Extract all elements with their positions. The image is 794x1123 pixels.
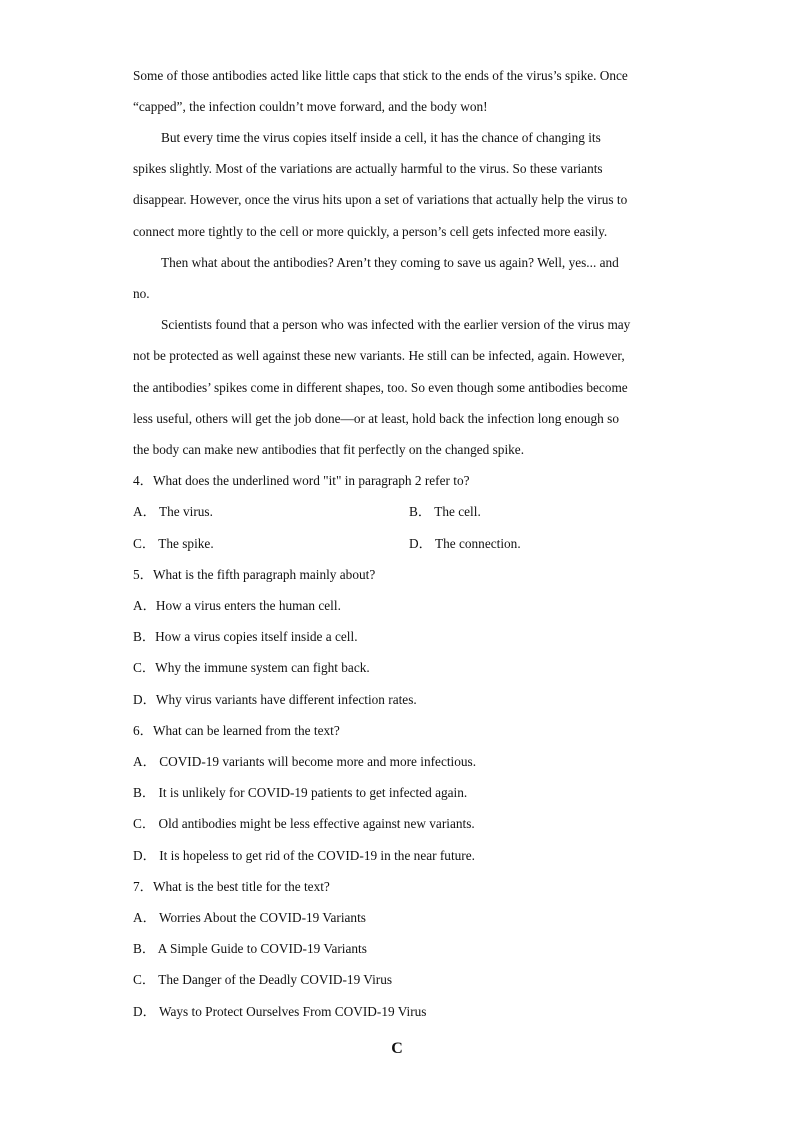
question-7-stem: 7．What is the best title for the text?: [133, 879, 330, 894]
passage-line: Scientists found that a person who was infected with the earlier version of the virus may: [161, 317, 631, 332]
passage-line: the antibodies’ spikes come in different shapes, too. So even though some antibodies become: [133, 380, 628, 395]
question-4-option-b: B． The cell.: [409, 504, 481, 519]
passage-line: the body can make new antibodies that fit perfectly on the changed spike.: [133, 442, 525, 457]
question-5-option-d: D．Why virus variants have different infection rates.: [133, 692, 417, 707]
question-4-option-a: A． The virus.: [133, 504, 213, 519]
question-4-option-c: C． The spike.: [133, 536, 214, 551]
question-6-stem: 6．What can be learned from the text?: [133, 723, 340, 738]
question-5-option-a: A．How a virus enters the human cell.: [133, 598, 341, 613]
passage-line: less useful, others will get the job done—or at least, hold back the infection long enough so: [133, 411, 619, 426]
passage-line: disappear. However, once the virus hits upon a set of variations that actually help the virus to: [133, 192, 628, 207]
question-6-option-a: A． COVID-19 variants will become more and more infectious.: [133, 754, 477, 769]
passage-line: Some of those antibodies acted like little caps that stick to the ends of the virus’s spike. Once: [133, 68, 628, 83]
passage-line: “capped”, the infection couldn’t move forward, and the body won!: [133, 99, 488, 114]
passage-line: spikes slightly. Most of the variations are actually harmful to the virus. So these variants: [133, 161, 603, 176]
section-letter-heading: C: [391, 1040, 403, 1057]
passage-line: Then what about the antibodies? Aren’t they coming to save us again? Well, yes... and: [161, 255, 619, 270]
passage-line: But every time the virus copies itself inside a cell, it has the chance of changing its: [161, 130, 601, 145]
question-5-stem: 5．What is the fifth paragraph mainly about?: [133, 567, 376, 582]
question-7-option-b: B． A Simple Guide to COVID-19 Variants: [133, 941, 367, 956]
question-4-option-d: D． The connection.: [409, 536, 521, 551]
question-7-option-d: D． Ways to Protect Ourselves From COVID-19 Virus: [133, 1004, 427, 1019]
question-6-option-c: C． Old antibodies might be less effective against new variants.: [133, 816, 475, 831]
passage-line: no.: [133, 286, 150, 301]
question-4-stem: 4．What does the underlined word "it" in paragraph 2 refer to?: [133, 473, 470, 488]
question-6-option-d: D． It is hopeless to get rid of the COVID-19 in the near future.: [133, 848, 475, 863]
question-6-option-b: B． It is unlikely for COVID-19 patients to get infected again.: [133, 785, 468, 800]
question-5-option-b: B．How a virus copies itself inside a cell.: [133, 629, 358, 644]
question-7-option-a: A． Worries About the COVID-19 Variants: [133, 910, 366, 925]
question-5-option-c: C．Why the immune system can fight back.: [133, 660, 370, 675]
question-7-option-c: C． The Danger of the Deadly COVID-19 Virus: [133, 972, 393, 987]
passage-line: not be protected as well against these new variants. He still can be infected, again. However,: [133, 348, 625, 363]
passage-line: connect more tightly to the cell or more quickly, a person’s cell gets infected more easily.: [133, 224, 608, 239]
